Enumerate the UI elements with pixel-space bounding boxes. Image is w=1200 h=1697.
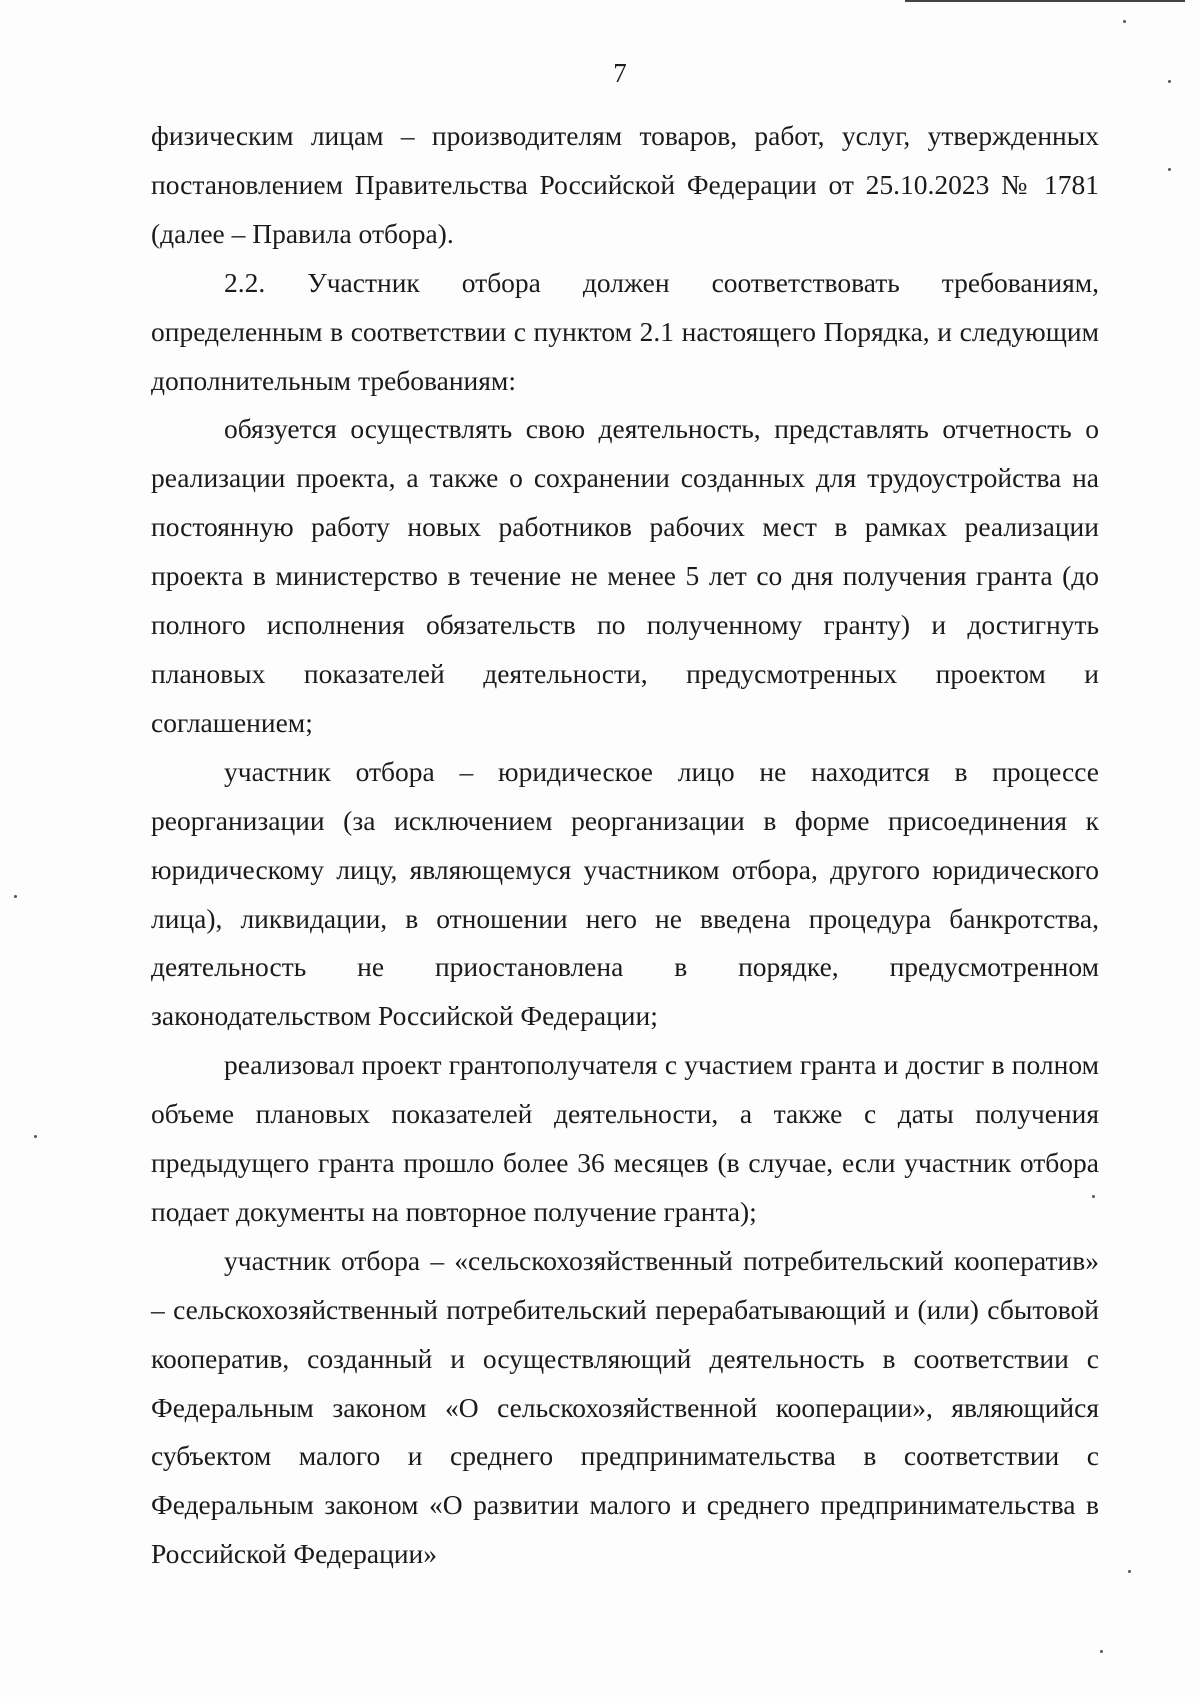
scan-edge-line [905,0,1185,2]
document-body [151,112,1099,1579]
scan-speck [1168,168,1171,171]
paragraph-4: участник отбора – юридическое лицо не находится в процессе реорганизации (за исключением реорганизации в форме присоединения к юридическому лицу, являющемуся участником отбора, другого юридического лица), ликвидации, в отношении него не введена процедура банкротства, деятельность не приостановлена в порядке, предусмотренном законодательством Российской Федерации; [151,755,1099,1032]
scan-speck [1128,1570,1131,1573]
scan-speck [1123,20,1126,23]
paragraph-1: физическим лицам – производителям товаров, работ, услуг, утвержденных постановлением Правительства Российской Федерации от 25.10.2023 № 1781 (далее – Правила отбора). [151,120,1099,249]
scan-speck [1168,80,1171,83]
scan-speck [1100,1650,1103,1653]
scan-speck [1092,1195,1095,1198]
paragraph-2: 2.2. Участник отбора должен соответствовать требованиям, определенным в соответствии с пунктом 2.1 настоящего Порядка, и следующим дополнительным требованиям: [151,266,1099,396]
page-number: 7 [613,58,627,88]
scan-speck [34,1135,37,1138]
paragraph-6: участник отбора – «сельскохозяйственный потребительский кооператив» – сельскохозяйственный потребительский перерабатывающий и (или) сбытовой кооператив, созданный и осуществляющий деятельность в соответствии с Федеральным законом «О сельскохозяйственной кооперации», являющийся субъектом малого и среднего предпринимательства в соответствии с Федеральным законом «О развитии малого и среднего предпринимательства в Российской Федерации» [151,1244,1099,1570]
paragraph-3: обязуется осуществлять свою деятельность, представлять отчетность о реализации проекта, а также о сохранении созданных для трудоустройства на постоянную работу новых работников рабочих мест в рамках реализации проекта в министерство в течение не менее 5 лет со дня получения гранта (до полного исполнения обязательств по полученному гранту) и достигнуть плановых показателей деятельности, предусмотренных проектом и соглашением; [151,413,1099,738]
paragraph-5: реализовал проект грантополучателя с участием гранта и достиг в полном объеме плановых показателей деятельности, а также с даты получения предыдущего гранта прошло более 36 месяцев (в случае, если участник отбора подает документы на повторное получение гранта); [151,1049,1099,1227]
scan-speck [14,895,17,898]
